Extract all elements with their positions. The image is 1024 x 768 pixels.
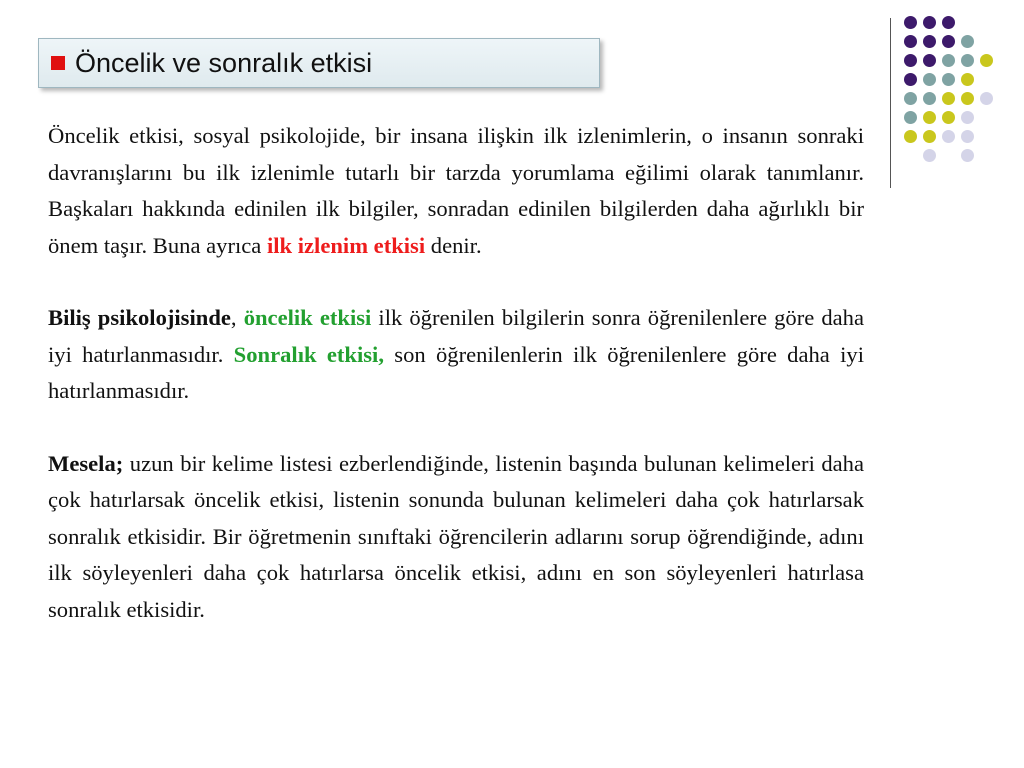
- decorative-dot: [980, 54, 993, 67]
- paragraph-example: [48, 446, 864, 629]
- highlight-first-impression: ilk izlenim etkisi: [266, 232, 426, 258]
- decorative-dot: [904, 130, 917, 143]
- decorative-dot: [961, 130, 974, 143]
- decorative-dot: [961, 92, 974, 105]
- decorative-dot: [961, 149, 974, 162]
- separator: ,: [230, 305, 244, 330]
- decorative-dot: [942, 130, 955, 143]
- decorative-dot: [942, 92, 955, 105]
- paragraph-text: son öğrenilenlerin ilk öğrenilenlere göre daha iyi hatırlanmasıdır.: [48, 341, 864, 403]
- title-box: [38, 38, 600, 88]
- decorative-dot: [904, 35, 917, 48]
- paragraph-text: uzun bir kelime listesi ezberlendiğinde, listenin başında bulunan kelimeleri daha çok hatırlarsak öncelik etkisi, listenin sonunda bulunan kelimeleri daha çok hatırlarsak sonralık etkisidir. Bir öğretmenin sınıftaki öğrencilerin adlarını sorup öğrendiğinde, adını ilk söyleyenleri daha çok hatırlarsa öncelik etkisi, adını en son söyleyenleri hatırlasa sonralık etkisidir.: [48, 450, 864, 622]
- decorative-dot-grid: [904, 16, 1014, 166]
- decorative-dot: [904, 73, 917, 86]
- square-bullet-icon: [51, 56, 65, 70]
- decorative-dot: [961, 35, 974, 48]
- decorative-dot: [923, 149, 936, 162]
- decorative-dot: [904, 92, 917, 105]
- decorative-dot: [942, 111, 955, 124]
- decorative-dot: [923, 111, 936, 124]
- decorative-dot: [961, 73, 974, 86]
- paragraph-cognitive-psychology: [48, 300, 864, 410]
- decorative-dot: [904, 54, 917, 67]
- decorative-dot: [942, 54, 955, 67]
- paragraph-text: ilk öğrenilen bilgilerin sonra öğrenilenlere göre daha iyi hatırlanmasıdır.: [48, 305, 865, 367]
- vertical-divider: [890, 18, 891, 188]
- paragraph-text: denir.: [425, 232, 482, 258]
- bold-lead: Mesela;: [48, 450, 124, 476]
- highlight-primacy: öncelik etkisi: [243, 305, 372, 330]
- decorative-dot: [961, 54, 974, 67]
- decorative-dot: [923, 35, 936, 48]
- decorative-dot: [961, 111, 974, 124]
- decorative-dot: [923, 92, 936, 105]
- decorative-dot: [923, 54, 936, 67]
- decorative-dot: [980, 92, 993, 105]
- slide-body: [48, 118, 864, 664]
- decorative-dot: [923, 16, 936, 29]
- decorative-dot: [923, 130, 936, 143]
- paragraph-primacy-definition: [48, 118, 864, 264]
- highlight-recency: Sonralık etkisi,: [233, 341, 384, 367]
- decorative-dot: [904, 111, 917, 124]
- decorative-dot: [942, 16, 955, 29]
- decorative-dot: [923, 73, 936, 86]
- decorative-dot: [904, 16, 917, 29]
- decorative-dot: [942, 35, 955, 48]
- decorative-dot: [942, 73, 955, 86]
- slide-title: Öncelik ve sonralık etkisi: [75, 47, 373, 78]
- bold-lead: Biliş psikolojisinde: [48, 305, 231, 330]
- paragraph-text: Öncelik etkisi, sosyal psikolojide, bir insana ilişkin ilk izlenimlerin, o insanın sonraki davranışlarını bu ilk izlenimle tutarlı bir tarzda yorumlama eğilimi olarak tanımlanır. Başkaları hakkında edinilen ilk bilgiler, sonradan edinilen bilgilerden daha ağırlıklı bir önem taşır. Buna ayrıca: [48, 123, 864, 258]
